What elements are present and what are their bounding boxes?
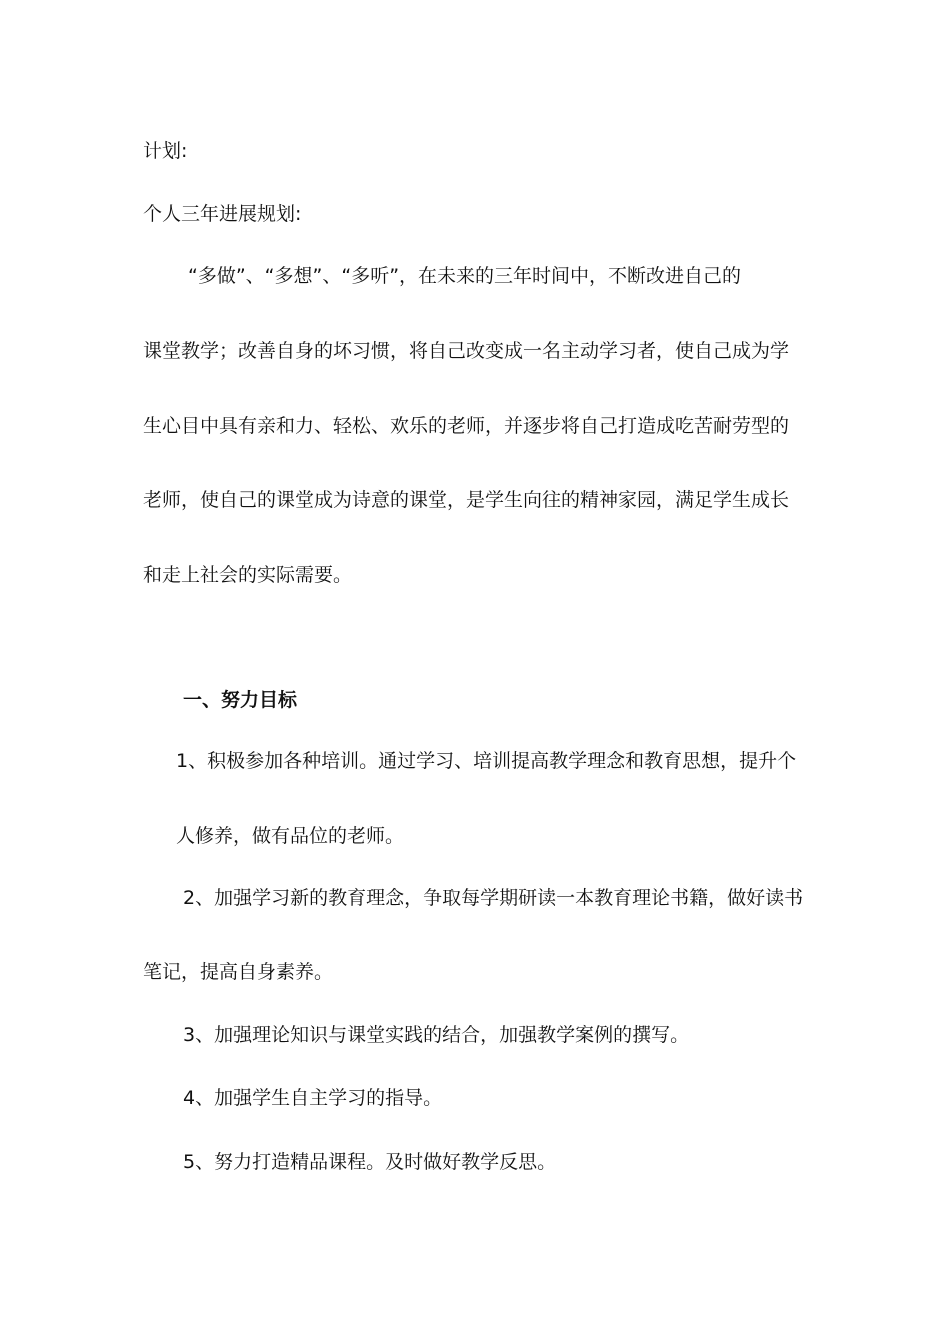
three-year-plan-label: 个人三年进展规划: bbox=[143, 203, 302, 225]
paragraph-line: 课堂教学；改善自身的坏习惯，将自己改变成一名主动学习者，使自己成为学 bbox=[143, 340, 790, 362]
paragraph-line: 和走上社会的实际需要。 bbox=[143, 564, 353, 586]
goal-item-4: 4、加强学生自主学习的指导。 bbox=[183, 1087, 443, 1109]
goal-item-1-line-1: 1、积极参加各种培训。通过学习、培训提高教学理念和教育思想，提升个 bbox=[176, 750, 797, 772]
goal-item-3: 3、加强理论知识与课堂实践的结合，加强教学案例的撰写。 bbox=[183, 1024, 690, 1046]
goal-item-1-line-2: 人修养，做有品位的老师。 bbox=[176, 825, 405, 847]
paragraph-line: “多做”、“多想”、“多听”，在未来的三年时间中，不断改进自己的 bbox=[188, 265, 742, 287]
paragraph-line: 生心目中具有亲和力、轻松、欢乐的老师，并逐步将自己打造成吃苦耐劳型的 bbox=[143, 415, 790, 437]
goal-item-5: 5、努力打造精品课程。及时做好教学反思。 bbox=[183, 1151, 557, 1173]
goal-item-2-line-1: 2、加强学习新的教育理念，争取每学期研读一本教育理论书籍，做好读书 bbox=[183, 887, 804, 909]
plan-label: 计划: bbox=[143, 140, 188, 162]
section-heading: 一、努力目标 bbox=[183, 689, 298, 711]
paragraph-line: 老师，使自己的课堂成为诗意的课堂，是学生向往的精神家园，满足学生成长 bbox=[143, 489, 790, 511]
goal-item-2-line-2: 笔记，提高自身素养。 bbox=[143, 961, 334, 983]
